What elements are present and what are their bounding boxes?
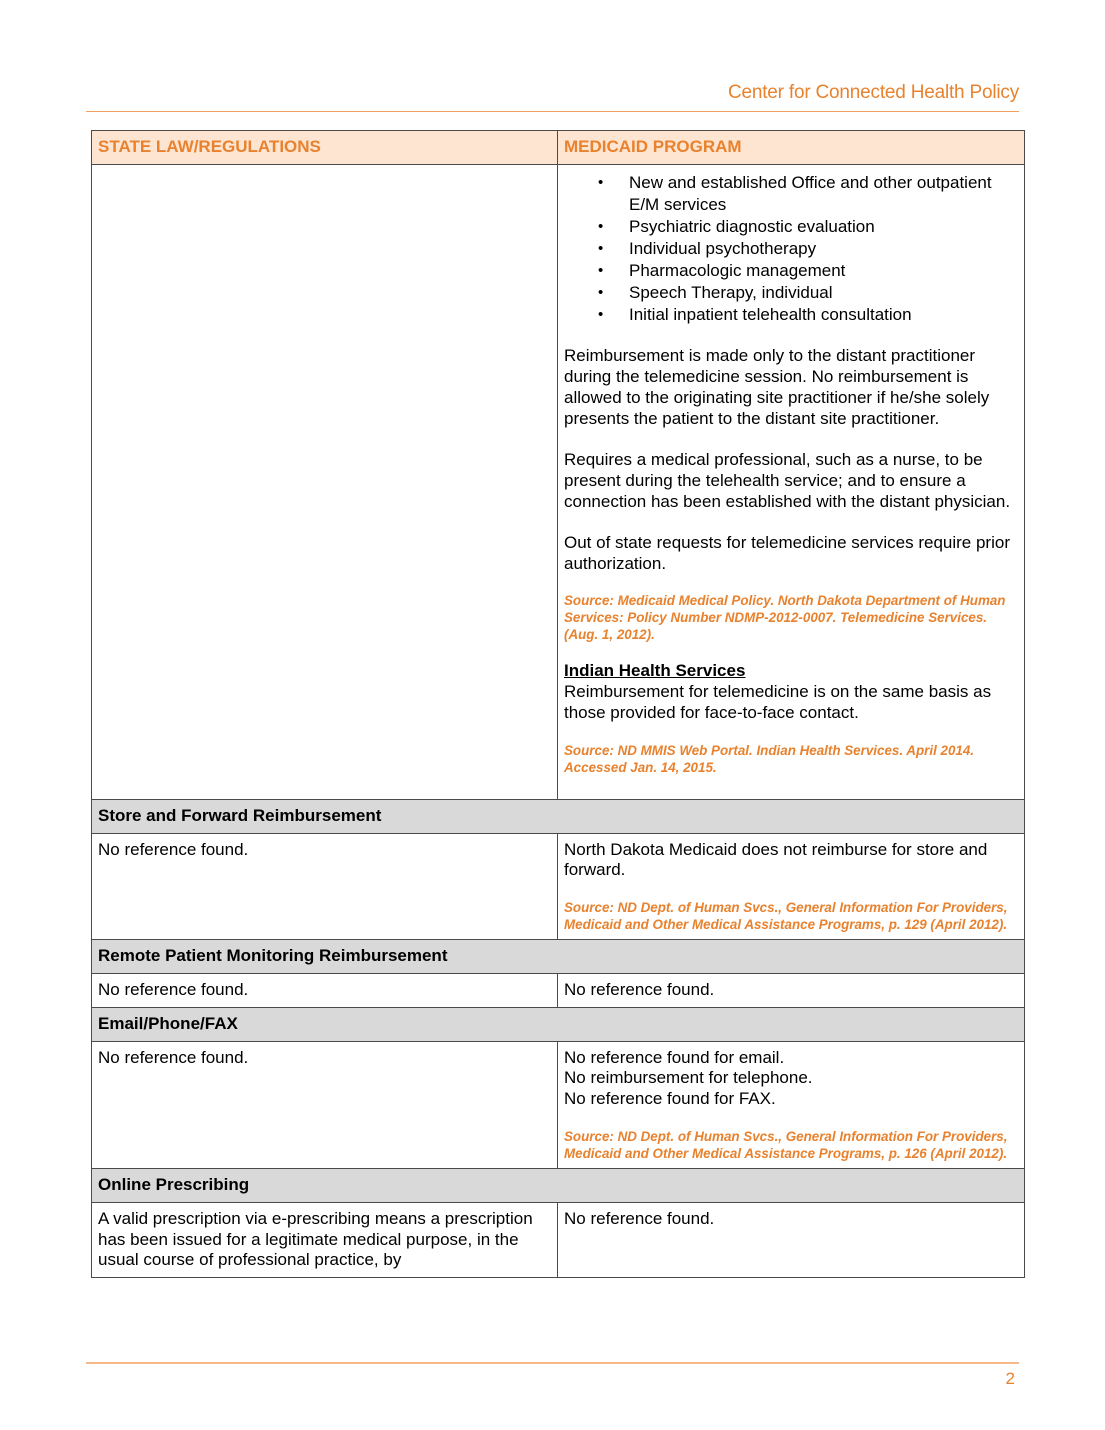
table-row — [92, 1202, 1025, 1277]
section-header-row — [92, 799, 1025, 833]
table-row — [92, 973, 1025, 1007]
covered-services-list — [564, 172, 1018, 326]
medicaid-text: North Dakota Medicaid does not reimburse for store and forward. — [564, 839, 988, 880]
state-law-cell: No reference found. — [92, 1041, 558, 1168]
state-law-cell: No reference found. — [92, 973, 558, 1007]
source-citation: Source: ND Dept. of Human Svcs., General Information For Providers, Medicaid and Other Medical Assistance Programs, p. 126 (April 2012). — [564, 1128, 1008, 1161]
state-law-cell: A valid prescription via e-prescribing means a prescription has been issued for a legitimate medical purpose, in the usual course of professional practice, by — [92, 1202, 558, 1277]
footer-divider — [86, 1362, 1019, 1364]
section-header-row — [92, 1168, 1025, 1202]
source-citation: Source: ND MMIS Web Portal. Indian Health Services. April 2014. Accessed Jan. 14, 2015. — [564, 742, 975, 775]
medicaid-cell: No reference found. — [558, 1202, 1025, 1277]
policy-table — [91, 130, 1025, 1278]
state-law-cell: No reference found. — [92, 833, 558, 940]
section-header-row — [92, 1007, 1025, 1041]
column-header-medicaid: MEDICAID PROGRAM — [558, 131, 1025, 165]
source-citation: Source: ND Dept. of Human Svcs., General Information For Providers, Medicaid and Other Medical Assistance Programs, p. 129 (April 2012). — [564, 900, 1008, 933]
header-divider — [86, 111, 1019, 112]
medical-professional-paragraph: Requires a medical professional, such as a nurse, to be present during the telehealth service; and to ensure a connection has been established with the distant physician. — [564, 449, 1011, 511]
medicaid-cell — [558, 1041, 1025, 1168]
table-row — [92, 1041, 1025, 1168]
table-row — [92, 833, 1025, 940]
section-header-row — [92, 940, 1025, 974]
medicaid-cell — [558, 164, 1025, 799]
section-title-email-phone-fax: Email/Phone/FAX — [92, 1007, 1025, 1041]
medicaid-cell — [558, 833, 1025, 940]
section-title-store-and-forward: Store and Forward Reimbursement — [92, 799, 1025, 833]
list-item: • Pharmacologic management — [629, 260, 1018, 282]
out-of-state-paragraph: Out of state requests for telemedicine services require prior authorization. — [564, 532, 1010, 573]
medicaid-text-email: No reference found for email. — [564, 1047, 785, 1067]
reimbursement-paragraph: Reimbursement is made only to the distant practitioner during the telemedicine session. No reimbursement is allowed to the originating site practitioner if he/she solely presents the patient to the distant site practitioner. — [564, 346, 990, 428]
list-item: • New and established Office and other outpatient E/M services — [629, 172, 1018, 216]
section-title-online-prescribing: Online Prescribing — [92, 1168, 1025, 1202]
source-citation: Source: Medicaid Medical Policy. North Dakota Department of Human Services: Policy Number NDMP-2012-0007. Telemedicine Services. (Aug. 1, 2012). — [564, 593, 1006, 643]
state-law-cell — [92, 164, 558, 799]
column-header-state-law: STATE LAW/REGULATIONS — [92, 131, 558, 165]
table-header-row — [92, 131, 1025, 165]
page-header-title: Center for Connected Health Policy — [727, 82, 1019, 103]
indian-health-services-heading: Indian Health Services — [564, 661, 746, 681]
list-item: • Initial inpatient telehealth consultation — [629, 304, 1018, 326]
list-item: • Speech Therapy, individual — [629, 282, 1018, 304]
table-row — [92, 164, 1025, 799]
list-item: • Individual psychotherapy — [629, 238, 1018, 260]
medicaid-cell: No reference found. — [558, 973, 1025, 1007]
page-number: 2 — [1005, 1369, 1015, 1388]
list-item: • Psychiatric diagnostic evaluation — [629, 216, 1018, 238]
medicaid-text-telephone: No reimbursement for telephone. — [564, 1068, 813, 1088]
medicaid-text-fax: No reference found for FAX. — [564, 1089, 776, 1109]
indian-health-services-text: Reimbursement for telemedicine is on the same basis as those provided for face-to-face contact. — [564, 682, 992, 723]
section-title-remote-patient-monitoring: Remote Patient Monitoring Reimbursement — [92, 940, 1025, 974]
